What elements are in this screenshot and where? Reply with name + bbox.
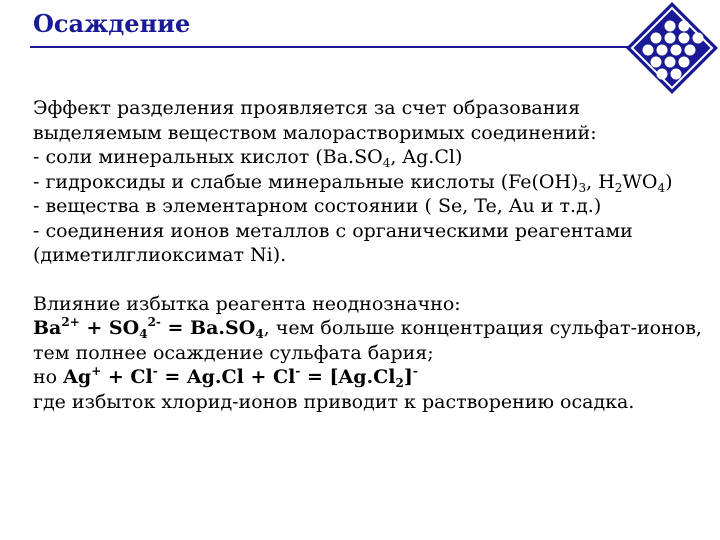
- slide-body: [33, 96, 703, 414]
- para2-line-3: тем полнее осаждение сульфата бария;: [33, 341, 434, 364]
- para1-line-4: - гидроксиды и слабые минеральные кислоты ($Fe(OH)_3$, $H_2WO_4$): [33, 170, 673, 195]
- paragraph-gap: [33, 268, 703, 292]
- para1-line-1: Эффект разделения проявляется за счет образования: [33, 97, 581, 119]
- slide-title: Осаждение: [33, 9, 191, 38]
- para2-line-2: $Ba^{2+} + SO_4^{2-} = Ba.SO_4$, чем больше концентрация сульфат-ионов,: [33, 315, 702, 341]
- para1-line-6: - соединения ионов металлов с органическими реагентами: [33, 219, 633, 242]
- para1-line-3: - соли минеральных кислот ($Ba.SO_4$, Ag.Cl): [33, 146, 463, 170]
- para1-line-5: - вещества в элементарном состоянии ( Se, Te, Au и т.д.): [33, 195, 602, 217]
- diamond-dots-logo-icon: [624, 0, 720, 96]
- para2-line-1: Влияние избытка реагента неоднозначно:: [33, 292, 461, 315]
- title-underline: [30, 46, 630, 48]
- para2-line-5: где избыток хлорид-ионов приводит к растворению осадка.: [33, 390, 635, 413]
- para1-line-7: (диметилглиоксимат Ni).: [33, 244, 287, 266]
- para2-line-4: но $Ag^+ + Cl^- = Ag.Cl + Cl^- = [Ag.Cl_2]^-$: [33, 364, 418, 390]
- para1-line-2: выделяемым веществом малорастворимых соединений:: [33, 121, 597, 144]
